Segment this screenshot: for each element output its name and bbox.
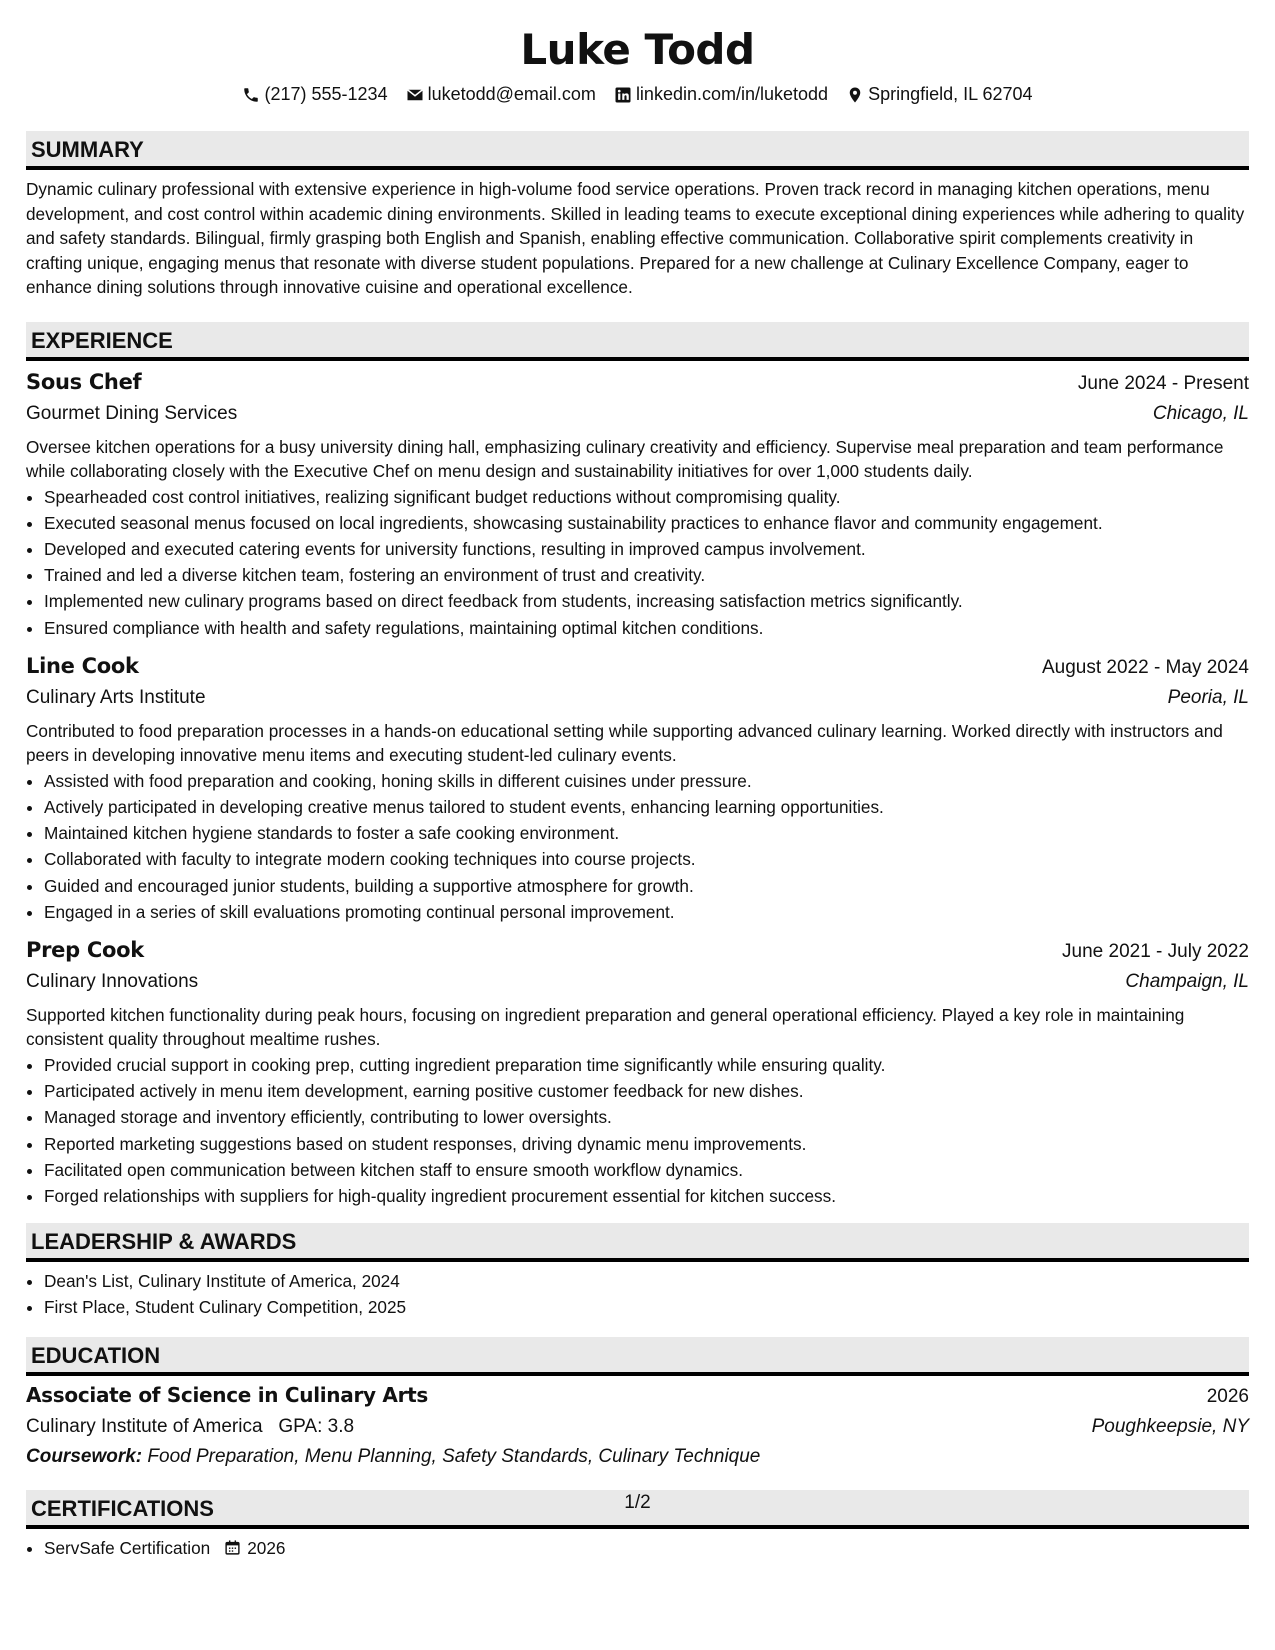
contact-location: [846, 84, 1032, 105]
list-item: • Participated actively in menu item development, earning positive customer feedback for new dishes.: [44, 1078, 1249, 1104]
linkedin-icon: [614, 86, 632, 104]
job-dates: June 2021 - July 2022: [1062, 940, 1249, 962]
job-location: Peoria, IL: [1167, 686, 1249, 708]
page-number: 1/2: [624, 1492, 651, 1513]
coursework-line: [26, 1442, 1249, 1472]
contact-bar: [26, 84, 1249, 105]
list-item: • Ensured compliance with health and safety regulations, maintaining optimal kitchen conditions.: [44, 615, 1249, 641]
email-text: luketodd@email.com: [427, 84, 596, 104]
cert-year: 2026: [247, 1537, 286, 1558]
degree-title: Associate of Science in Culinary Arts: [26, 1382, 429, 1407]
section-education-heading: EDUCATION: [26, 1337, 1249, 1376]
list-item: • Engaged in a series of skill evaluations promoting continual personal improvement.: [44, 899, 1249, 925]
list-item: • Collaborated with faculty to integrate modern cooking techniques into course projects.: [44, 846, 1249, 872]
list-item: • Trained and led a diverse kitchen team, fostering an environment of trust and creativity.: [44, 562, 1249, 588]
education-school-line: [26, 1412, 354, 1442]
list-item: • Actively participated in developing creative menus tailored to student events, enhancing learning opportunities.: [44, 794, 1249, 820]
list-item: • Executed seasonal menus focused on local ingredients, showcasing sustainability practices to enhance flavor and community engagement.: [44, 510, 1249, 536]
job-bullets: [26, 1052, 1249, 1209]
job-role: Prep Cook: [26, 937, 144, 962]
location-text: Springfield, IL 62704: [868, 84, 1033, 104]
linkedin-text: linkedin.com/in/luketodd: [635, 84, 829, 104]
contact-phone: [242, 84, 387, 105]
candidate-name: Luke Todd: [520, 25, 755, 74]
job-description: Supported kitchen functionality during peak hours, focusing on ingredient preparation and general operational efficiency. Played a key role in maintaining consistent quality throughout mealtime rushes.: [26, 1004, 1185, 1050]
list-item: • Facilitated open communication between kitchen staff to ensure smooth workflow dynamics.: [44, 1157, 1249, 1183]
summary-text: Dynamic culinary professional with extensive experience in high-volume food service operations. Proven track record in managing kitchen operations, menu development, and cost control within academic dining environments. Skilled in leading teams to execute exceptional dining experiences while adhering to quality and safety standards. Bilingual, firmly grasping both English and Spanish, enabling effective communication. Collaborative spirit complements creativity in crafting unique, engaging menus that resonate with diverse student populations. Prepared for a new challenge at Culinary Excellence Company, eager to enhance dining solutions through innovative cuisine and operational excellence.: [26, 179, 1245, 297]
section-experience-heading: EXPERIENCE: [26, 322, 1249, 361]
list-item: • Maintained kitchen hygiene standards to foster a safe cooking environment.: [44, 820, 1249, 846]
contact-linkedin[interactable]: [614, 84, 828, 105]
list-item: • Assisted with food preparation and cooking, honing skills in different cuisines under pressure.: [44, 768, 1249, 794]
job-role: Sous Chef: [26, 369, 142, 394]
education-entry: [26, 1380, 1249, 1472]
job-dates: August 2022 - May 2024: [1041, 656, 1249, 678]
job-role: Line Cook: [26, 653, 139, 678]
coursework-text: Food Preparation, Menu Planning, Safety Standards, Culinary Technique: [147, 1445, 761, 1467]
list-item: • Guided and encouraged junior students, building a supportive atmosphere for growth.: [44, 873, 1249, 899]
list-item: • Developed and executed catering events for university functions, resulting in improved campus involvement.: [44, 536, 1249, 562]
cert-name: • ServSafe Certification: [44, 1537, 211, 1558]
calendar-icon: [224, 1539, 241, 1556]
school-name: Culinary Institute of America: [26, 1415, 263, 1437]
job-description: Oversee kitchen operations for a busy university dining hall, emphasizing culinary creativity and efficiency. Supervise meal preparation and team performance while collaborating closely with the Executive Chef on menu design and sustainability initiatives for over 1,000 students daily.: [26, 436, 1224, 481]
education-location: Poughkeepsie, NY: [1091, 1415, 1249, 1437]
education-year: 2026: [1206, 1385, 1249, 1407]
job-org: Culinary Innovations: [26, 970, 199, 992]
list-item: • Dean's List, Culinary Institute of America, 2024: [44, 1268, 1249, 1294]
job-dates: June 2024 - Present: [1077, 372, 1249, 394]
list-item: • Forged relationships with suppliers for high-quality ingredient procurement essential for kitchen success.: [44, 1183, 1249, 1209]
list-item: • Provided crucial support in cooking prep, cutting ingredient preparation time significantly while ensuring quality.: [44, 1052, 1249, 1078]
envelope-icon: [406, 86, 424, 104]
job-location: Chicago, IL: [1152, 402, 1249, 424]
list-item: • Spearheaded cost control initiatives, realizing significant budget reductions without compromising quality.: [44, 484, 1249, 510]
phone-text: (217) 555-1234: [264, 84, 388, 104]
section-summary-heading: SUMMARY: [26, 131, 1249, 170]
job-location: Champaign, IL: [1125, 970, 1249, 992]
job-org: Gourmet Dining Services: [26, 402, 238, 424]
list-item: [44, 1535, 1249, 1561]
awards-list: [26, 1268, 1249, 1320]
contact-email[interactable]: [406, 84, 596, 105]
list-item: • Reported marketing suggestions based on student responses, driving dynamic menu improvements.: [44, 1131, 1249, 1157]
phone-icon: [242, 86, 260, 104]
job-description: Contributed to food preparation processes in a hands-on educational setting while supporting advanced culinary learning. Worked directly with instructors and peers in developing innovative menu items and executing student-led culinary events.: [26, 720, 1223, 766]
job-entry: [26, 935, 1249, 1209]
gpa: GPA: 3.8: [278, 1415, 355, 1437]
section-awards-heading: LEADERSHIP & AWARDS: [26, 1223, 1249, 1262]
list-item: • Managed storage and inventory efficiently, contributing to lower oversights.: [44, 1104, 1249, 1130]
list-item: • Implemented new culinary programs based on direct feedback from students, increasing satisfaction metrics significantly.: [44, 588, 1249, 614]
map-pin-icon: [846, 86, 864, 104]
job-bullets: [26, 484, 1249, 641]
job-entry: [26, 367, 1249, 641]
resume-page: [26, 0, 1249, 1561]
job-org: Culinary Arts Institute: [26, 686, 206, 708]
list-item: • First Place, Student Culinary Competition, 2025: [44, 1294, 1249, 1320]
job-bullets: [26, 768, 1249, 925]
job-entry: [26, 651, 1249, 925]
coursework-label: Coursework:: [26, 1445, 143, 1467]
section-certifications-heading: CERTIFICATIONS: [26, 1490, 1249, 1529]
certifications-list: [26, 1535, 1249, 1561]
